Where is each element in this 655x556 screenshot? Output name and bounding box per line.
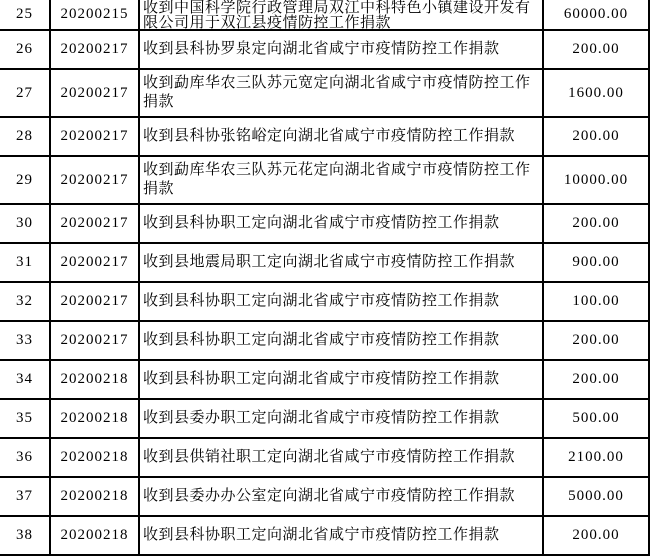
row-number-cell: 38 [16,527,33,543]
amount-cell: 500.00 [542,400,650,437]
table-row [0,322,650,361]
description-cell: 收到中国科学院行政管理局双江中科特色小镇建设开发有限公司用于双江县疫情防控工作捐款 [138,0,542,29]
row-number-cell: 25 [16,6,33,22]
date-cell: 20200217 [49,31,138,68]
date-cell: 20200217 [49,205,138,242]
date-cell: 20200218 [49,517,138,554]
date-cell: 20200218 [49,361,138,398]
description-cell: 收到县科协职工定向湖北省咸宁市疫情防控工作捐款 [138,283,542,320]
amount-cell: 200.00 [542,118,650,155]
date-cell: 20200215 [49,0,138,29]
amount-cell: 200.00 [542,517,650,554]
row-number-cell: 26 [16,41,33,57]
row-number-cell: 32 [16,293,33,309]
amount-cell: 200.00 [542,31,650,68]
row-number-cell: 30 [16,215,33,231]
row-number-cell: 33 [16,332,33,348]
table-row [0,439,650,478]
description-cell: 收到县供销社职工定向湖北省咸宁市疫情防控工作捐款 [138,439,542,476]
description-cell: 收到县地震局职工定向湖北省咸宁市疫情防控工作捐款 [138,244,542,281]
date-cell: 20200217 [49,70,138,116]
description-cell: 收到县科协罗泉定向湖北省咸宁市疫情防控工作捐款 [138,31,542,68]
row-number-cell: 34 [16,371,33,387]
table-row [0,118,650,157]
table-row [0,478,650,517]
row-number-cell: 37 [16,488,33,504]
row-number-cell: 28 [16,128,33,144]
table-row [0,0,650,31]
amount-cell: 10000.00 [542,157,650,203]
table-row [0,157,650,205]
date-cell: 20200217 [49,283,138,320]
table-row [0,70,650,118]
description-cell: 收到县科协职工定向湖北省咸宁市疫情防控工作捐款 [138,205,542,242]
date-cell: 20200217 [49,118,138,155]
amount-cell: 2100.00 [542,439,650,476]
date-cell: 20200218 [49,478,138,515]
description-cell: 收到县科协张铭峪定向湖北省咸宁市疫情防控工作捐款 [138,118,542,155]
row-number-cell: 27 [16,84,33,101]
table-row [0,361,650,400]
date-cell: 20200218 [49,439,138,476]
amount-cell: 1600.00 [542,70,650,116]
description-cell: 收到勐库华农三队苏元花定向湖北省咸宁市疫情防控工作捐款 [138,157,542,203]
amount-cell: 5000.00 [542,478,650,515]
description-cell: 收到县科协职工定向湖北省咸宁市疫情防控工作捐款 [138,322,542,359]
amount-cell: 60000.00 [542,0,650,29]
table-row [0,400,650,439]
row-number-cell: 31 [16,254,33,270]
description-cell: 收到勐库华农三队苏元宽定向湖北省咸宁市疫情防控工作捐款 [138,70,542,116]
date-cell: 20200217 [49,244,138,281]
table-row [0,31,650,70]
description-cell: 收到县科协职工定向湖北省咸宁市疫情防控工作捐款 [138,517,542,554]
amount-cell: 200.00 [542,322,650,359]
date-cell: 20200218 [49,400,138,437]
date-cell: 20200217 [49,322,138,359]
row-number-cell: 29 [16,171,33,188]
table-row [0,283,650,322]
amount-cell: 200.00 [542,361,650,398]
table-row [0,517,650,556]
amount-cell: 900.00 [542,244,650,281]
amount-cell: 100.00 [542,283,650,320]
description-cell: 收到县科协职工定向湖北省咸宁市疫情防控工作捐款 [138,361,542,398]
row-number-cell: 36 [16,449,33,465]
description-cell: 收到县委办办公室定向湖北省咸宁市疫情防控工作捐款 [138,478,542,515]
date-cell: 20200217 [49,157,138,203]
amount-cell: 200.00 [542,205,650,242]
row-number-cell: 35 [16,410,33,426]
description-cell: 收到县委办职工定向湖北省咸宁市疫情防控工作捐款 [138,400,542,437]
table-row [0,244,650,283]
table-row [0,205,650,244]
